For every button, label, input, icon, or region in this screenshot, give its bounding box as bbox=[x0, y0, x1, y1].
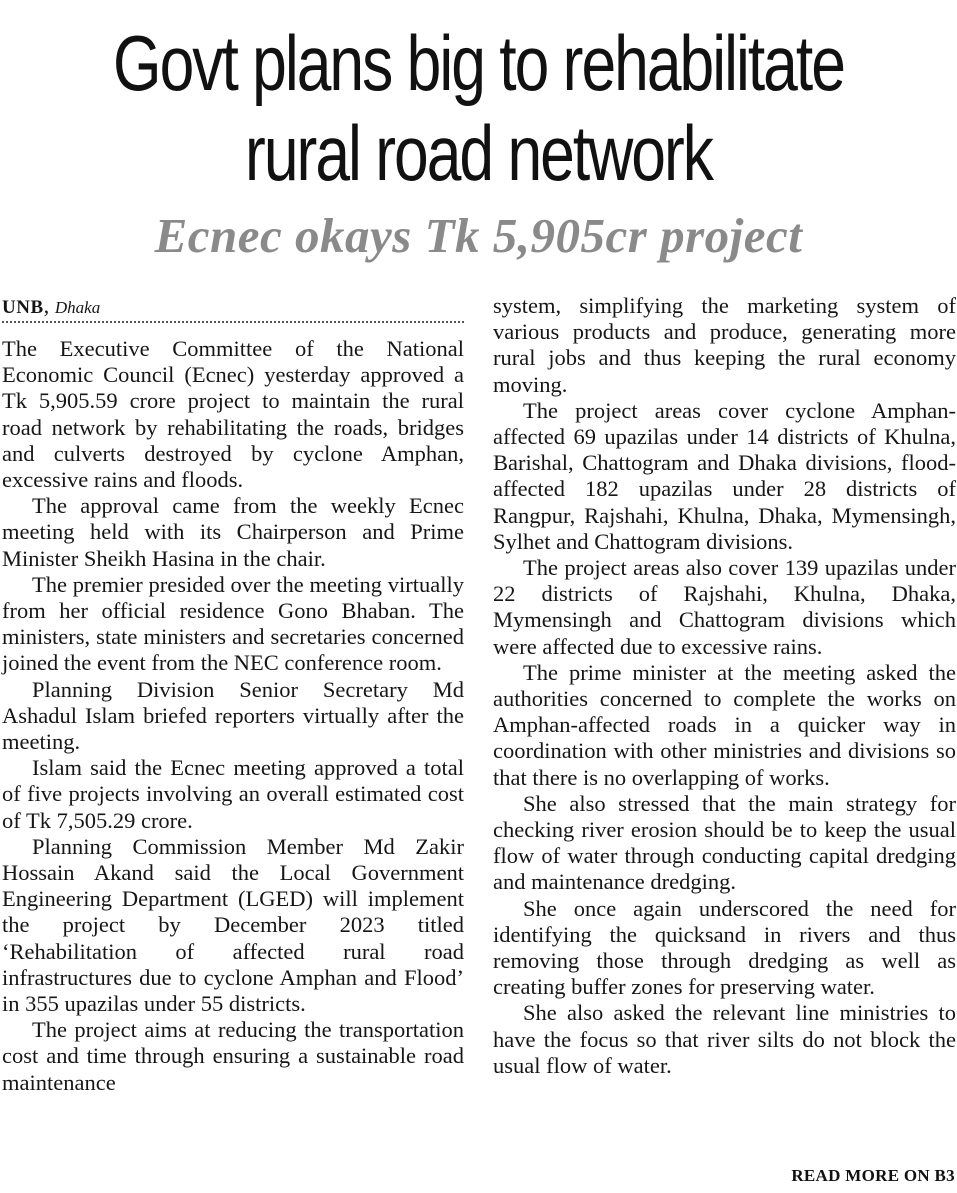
article-column-left bbox=[2, 293, 464, 1096]
article-paragraph: The approval came from the weekly Ecnec meeting held with its Chairperson and Prime Minister Sheikh Hasina in the chair. bbox=[2, 493, 464, 571]
read-more-jump: READ MORE ON B3 bbox=[791, 1166, 955, 1185]
article-paragraph: She also stressed that the main strategy for checking river erosion should be to keep the usual flow of water through conducting capital dredging and maintenance dredging. bbox=[493, 790, 956, 895]
article-column-right bbox=[493, 293, 956, 1079]
byline-separator: , bbox=[43, 293, 50, 318]
article-paragraph: The Executive Committee of the National Economic Council (Ecnec) yesterday approved a Tk 5,905.59 crore project to maintain the rural road network by rehabilitating the roads, bridges and culverts destroyed by cyclone Amphan, excessive rains and floods. bbox=[2, 336, 464, 493]
article-paragraph: She once again underscored the need for identifying the quicksand in rivers and thus removing those through dredging as well as creating buffer zones for preserving water. bbox=[493, 895, 956, 1000]
byline-place: Dhaka bbox=[54, 298, 101, 317]
article-paragraph: The project aims at reducing the transportation cost and time through ensuring a sustainable road maintenance bbox=[2, 1017, 464, 1095]
article-paragraph: She also asked the relevant line ministries to have the focus so that river silts do not block the usual flow of water. bbox=[493, 1000, 956, 1078]
article-paragraph: Islam said the Ecnec meeting approved a total of five projects involving an overall estimated cost of Tk 7,505.29 crore. bbox=[2, 755, 464, 833]
article-paragraph: The premier presided over the meeting virtually from her official residence Gono Bhaban. The ministers, state ministers and secretaries concerned joined the event from the NEC conference room. bbox=[2, 571, 464, 676]
article-paragraph: The project areas also cover 139 upazilas under 22 districts of Rajshahi, Khulna, Dhaka, Mymensingh and Chattogram divisions which were affected due to excessive rains. bbox=[493, 555, 956, 659]
article-paragraph: Planning Commission Member Md Zakir Hossain Akand said the Local Government Engineering Department (LGED) will implement the project by December 2023 titled ‘Rehabilitation of affected rural road infrastructures due to cyclone Amphan and Flood’ in 355 upazilas under 55 districts. bbox=[2, 833, 464, 1017]
article-paragraph: The prime minister at the meeting asked the authorities concerned to complete the works on Amphan-affected roads in a quicker way in coordination with other ministries and divisions so that there is no overlapping of works. bbox=[493, 659, 956, 790]
article-paragraph: The project areas cover cyclone Amphan-affected 69 upazilas under 14 districts of Khulna, Barishal, Chattogram and Dhaka divisions, flood-affected 182 upazilas under 28 districts of Rangpur, Rajshahi, Khulna, Dhaka, Mymensingh, Sylhet and Chattogram divisions. bbox=[493, 397, 956, 554]
headline-line-2: rural road network bbox=[245, 109, 712, 197]
byline-agency: UNB bbox=[2, 297, 44, 318]
headline-line-1: Govt plans big to rehabilitate bbox=[113, 19, 844, 107]
byline bbox=[2, 293, 464, 323]
article-paragraph-continued: system, simplifying the marketing system of various products and produce, generating more rural jobs and thus keeping the rural economy moving. bbox=[493, 293, 956, 397]
article-paragraph: Planning Division Senior Secretary Md Ashadul Islam briefed reporters virtually after the meeting. bbox=[2, 676, 464, 755]
subheadline: Ecnec okays Tk 5,905cr project bbox=[154, 208, 803, 263]
headline bbox=[96, 18, 862, 198]
